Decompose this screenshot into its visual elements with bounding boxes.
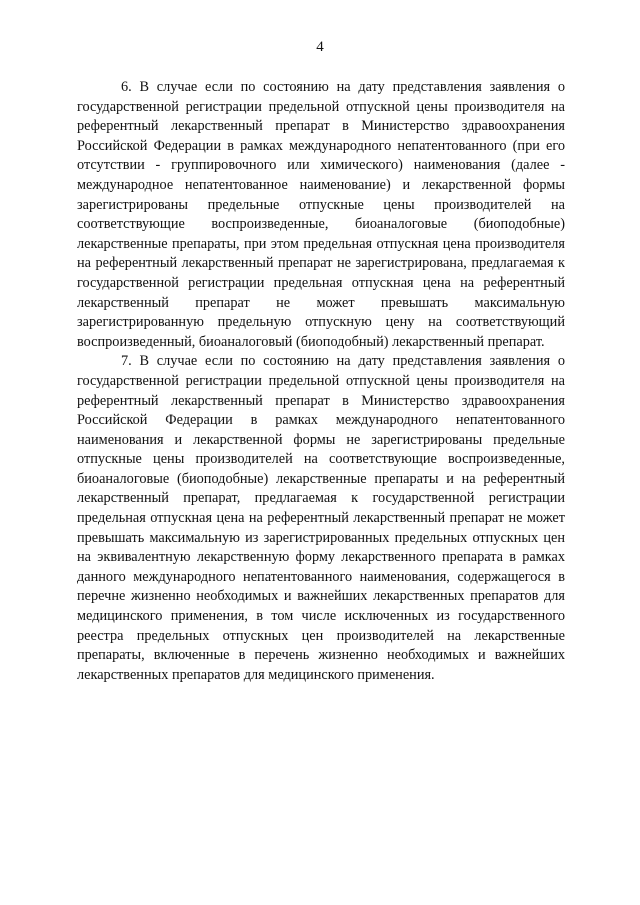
paragraph-6: 6. В случае если по состоянию на дату представления заявления о государственной регистрации предельной отпускной цены производителя на референтный лекарственный препарат в Министерство здравоохранения Российской Федерации в рамках международного непатентованного (при его отсутствии - группировочного или химического) наименования (далее - международное непатентованное наименование) и лекарственной формы зарегистрированы предельные отпускные цены производителей на соответствующие воспроизведенные, биоаналоговые (биоподобные) лекарственные препараты, при этом предельная отпускная цена производителя на референтный лекарственный препарат не зарегистрирована, предлагаемая к государственной регистрации предельная отпускная цена на референтный лекарственный препарат не может превышать максимальную зарегистрированную предельную отпускную цену на соответствующий воспроизведенный, биоаналоговый (биоподобный) лекарственный препарат.	[77, 79, 565, 350]
paragraph-7: 7. В случае если по состоянию на дату представления заявления о государственной регистрации предельной отпускной цены производителя на референтный лекарственный препарат в Министерство здравоохранения Российской Федерации в рамках международного непатентованного наименования и лекарственной формы не зарегистрированы предельные отпускные цены производителей на соответствующие воспроизведенные, биоаналоговые (биоподобные) лекарственные препараты и на референтный лекарственный препарат, предлагаемая к государственной регистрации предельная отпускная цена на референтный лекарственный препарат не может превышать максимальную из зарегистрированных предельных отпускных цен на эквивалентную лекарственную форму лекарственного препарата в рамках данного международного непатентованного наименования, содержащегося в перечне жизненно необходимых и важнейших лекарственных препаратов для медицинского применения, в том числе исключенных из государственного реестра предельных отпускных цен производителей на лекарственные препараты, включенные в перечень жизненно необходимых и важнейших лекарственных препаратов для медицинского применения.	[77, 353, 565, 683]
page-number: 4	[316, 39, 324, 55]
document-body	[77, 78, 565, 685]
